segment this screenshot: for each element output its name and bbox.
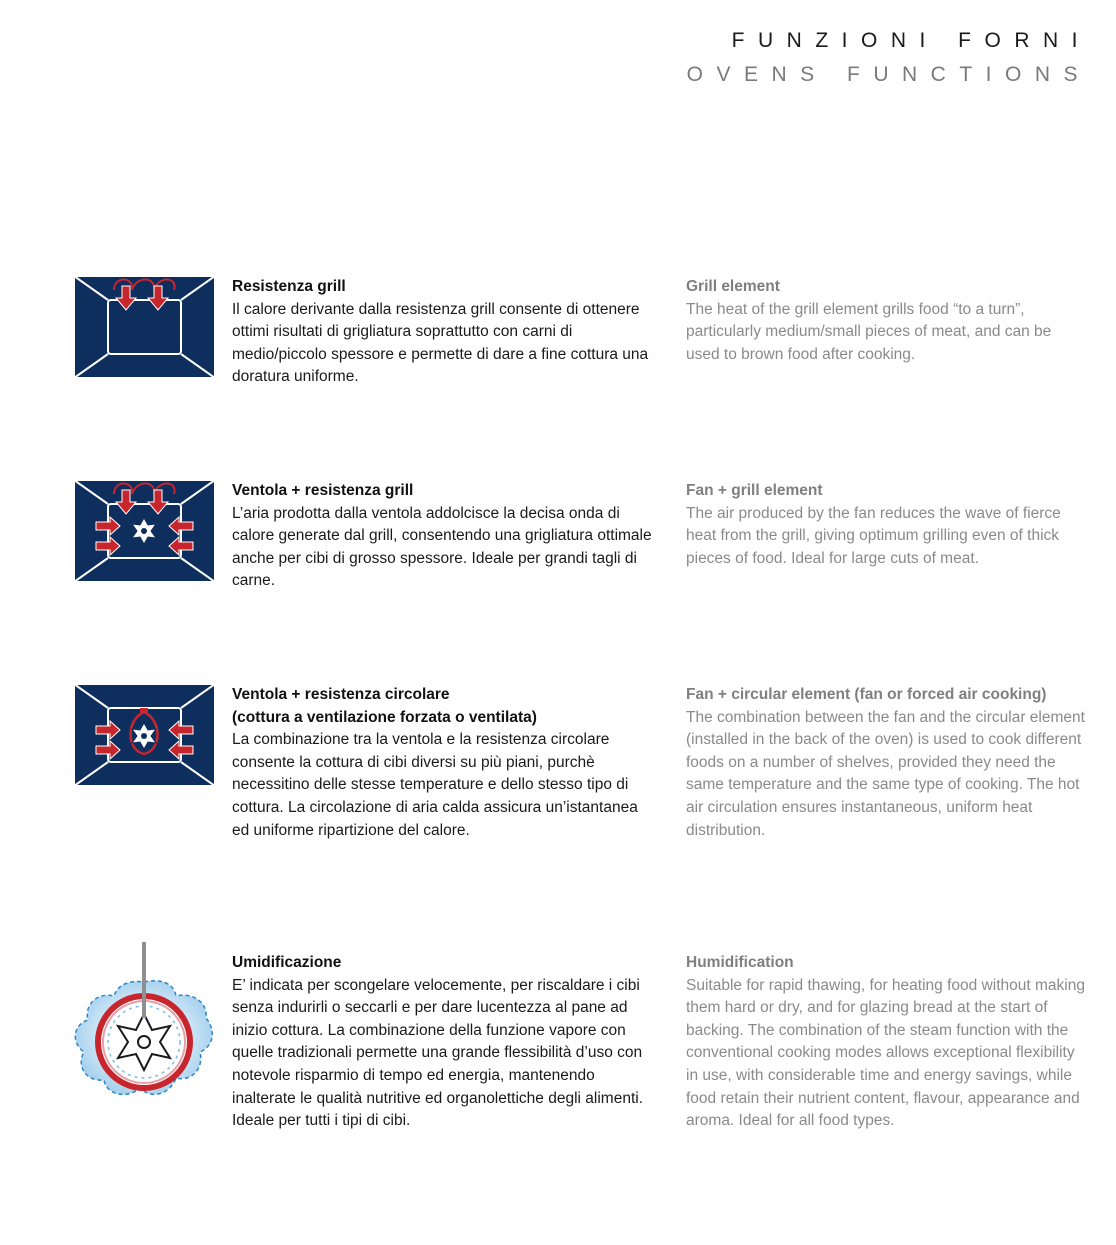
function-title-en: Fan + grill element: [686, 482, 823, 499]
function-body-en: The combination between the fan and the circular element (installed in the back of the oven) is used to cook different foods on a number of shelves, provided they need the same temperature and the same type of cooking. The hot air circulation ensures instantaneous, uniform heat distribution.: [686, 708, 1085, 839]
function-body-en: The heat of the grill element grills food “to a turn”, particularly medium/small pieces of meat, and can be used to brown food after cooking.: [686, 300, 1052, 363]
humidification-steam-icon: [74, 942, 215, 1118]
function-title-en: Humidification: [686, 954, 794, 971]
description-italian: [232, 480, 652, 593]
header-title-italian: FUNZIONI FORNI: [731, 29, 1091, 52]
oven-fan-circular-icon: [74, 684, 215, 786]
description-italian: [232, 684, 652, 842]
oven-grill-icon: [74, 276, 215, 378]
function-title-en: Grill element: [686, 278, 780, 295]
description-english: [686, 684, 1086, 842]
function-title-it: Umidificazione: [232, 954, 342, 971]
function-title-it: Resistenza grill: [232, 278, 346, 295]
function-body-en: Suitable for rapid thawing, for heating food without making them hard or dry, and for glazing bread at the start of backing. The combination of the steam function with the conventional cooking modes allows exceptional flexibility in use, with considerable time and energy savings, while food retain their nutrient content, flavour, appearance and aroma. Ideal for all food types.: [686, 976, 1085, 1130]
function-subtitle-it: (cottura a ventilazione forzata o ventilata): [232, 708, 537, 726]
function-body-en: The air produced by the fan reduces the wave of fierce heat from the grill, giving optimum grilling even of thick pieces of food. Ideal for large cuts of meat.: [686, 504, 1061, 567]
function-body-it: E’ indicata per scongelare velocemente, per riscaldare i cibi senza indurirli o seccarli e per dare lucentezza al pane ad inizio cottura. La combinazione della funzione vapore con quelle tradizionali permette una grande flessibilità d’uso con notevole risparmio di tempo ed energia, mantenendo inalterate le qualità nutritive ed organolettiche degli alimenti. Ideale per tutti i tipi di cibi.: [232, 976, 643, 1130]
description-english: [686, 952, 1086, 1133]
description-italian: [232, 276, 652, 389]
function-body-it: Il calore derivante dalla resistenza grill consente di ottenere ottimi risultati di grigliatura soprattutto con carni di medio/piccolo spessore e permette di dare a fine cottura una doratura uniforme.: [232, 300, 649, 386]
description-english: [686, 276, 1086, 366]
function-title-it: Ventola + resistenza grill: [232, 482, 414, 499]
function-title-en: Fan + circular element (fan or forced air cooking): [686, 686, 1047, 703]
function-body-it: La combinazione tra la ventola e la resistenza circolare consente la cottura di cibi diversi su più piani, purchè necessitino delle stesse temperature e dello stesso tipo di cottura. La circolazione di aria calda assicura un’istantanea ed uniforme ripartizione del calore.: [232, 731, 638, 839]
description-italian: [232, 952, 652, 1133]
page-header: [686, 24, 1091, 92]
function-body-it: L’aria prodotta dalla ventola addolcisce la decisa onda di calore generate dal grill, consentendo una grigliatura ottimale anche per cibi di grosso spessore. Ideale per grandi tagli di carne.: [232, 504, 652, 590]
header-title-english: OVENS FUNCTIONS: [686, 63, 1091, 86]
oven-fan-grill-icon: [74, 480, 215, 582]
function-title-it: Ventola + resistenza circolare: [232, 686, 450, 703]
description-english: [686, 480, 1086, 570]
